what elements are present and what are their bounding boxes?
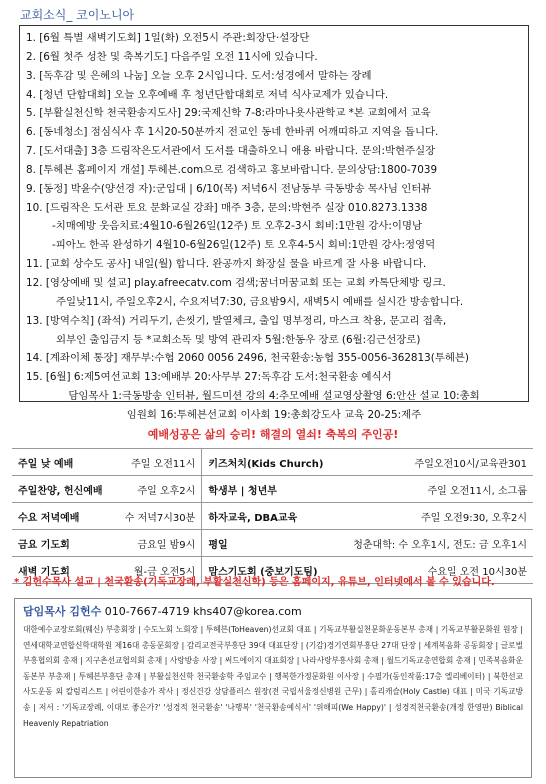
schedule-time: 주일 오전9:30, 오후2시	[337, 503, 533, 530]
notice-subitem: -피아노 한곡 완성하기 4월10-6월26일(12주) 토 오후4-5시 회비:1만원 강사:정영덕	[52, 239, 436, 252]
worship-slogan: 예배성공은 삶의 승리! 해결의 열쇠! 축복의 주인공!	[147, 428, 399, 441]
notice-item: 15. [6월] 6:제5여선교회 13:예배부 20:사무부 27:독후감 도서:천국환송 예식서	[26, 371, 392, 384]
notice-subitem: -치매예방 웃음치료:4월10-6월26일(12주) 토 오후2-3시 회비:1만원 강사:이명남	[52, 220, 423, 233]
notice-item: 13. [방역수칙] (좌석) 거리두기, 손씻기, 발열체크, 출입 명부정리, 마스크 착용, 문고리 접촉,	[26, 314, 447, 327]
notice-subitem: 주일낮11시, 주일오후2시, 수요저녁7:30, 금요밤9시, 새벽5시 예배를 실시간 방송합니다.	[56, 295, 464, 308]
notice-item: 3. [독후감 및 은혜의 나눔] 오늘 오후 2시입니다. 도서:성경에서 말하는 장례	[26, 69, 372, 82]
schedule-row	[12, 476, 533, 503]
pastor-contact: 010-7667-4719 khs407@korea.com	[104, 605, 302, 618]
section-header: 교회소식_ 코이노니아	[20, 8, 135, 22]
schedule-label: 키즈처치(Kids Church)	[202, 449, 337, 476]
notice-item: 8. [투헤븐 홈페이지 개설] 투헤븐.com으로 검색하고 홍보바랍니다. 문의상담:1800-7039	[26, 163, 438, 176]
schedule-time: 주일오전10시/교육관301	[337, 449, 533, 476]
notice-item: 5. [부활실천신학 천국환송지도사] 29:국제신학 7-8:라마나욧사관학교 *본 교회에서 교육	[26, 107, 431, 120]
schedule-label: 주일 낮 예배	[12, 449, 114, 476]
schedule-time: 월-금 오전5시	[114, 557, 202, 584]
pastor-title: 담임목사 김헌수	[23, 605, 102, 618]
schedule-label: 주일찬양, 헌신예배	[12, 476, 114, 503]
schedule-time: 수 저녁7시30분	[114, 503, 202, 530]
notice-item: 14. [계좌이체 통장] 재무부:수협 2060 0056 2496, 천국환송:농협 355-0056-362813(투헤븐)	[26, 352, 469, 365]
pastor-profile-box	[14, 598, 532, 778]
schedule-time: 주일 오후2시	[114, 476, 202, 503]
schedule-time: 금요일 밤9시	[114, 530, 202, 557]
notice-item: 9. [동정] 박윤수(양선경 자):군입대 | 6/10(목) 저녁6시 전남동부 극동방송 목사님 인터뷰	[26, 182, 432, 195]
schedule-row	[12, 449, 533, 476]
sermon-promo-note: * 김헌수목사 설교 | 천국환송(기독교장례, 부활실천신학) 등은 홈페이지, 유튜브, 인터넷에서 볼 수 있습니다.	[14, 577, 495, 588]
schedule-time: 주일 오전11시, 소그룹	[337, 476, 533, 503]
pastor-header	[23, 603, 523, 619]
notice-item: 6. [동네청소] 점심식사 후 1시20-50분까지 전교인 동네 한바퀴 어깨띠하고 지역을 돕니다.	[26, 126, 439, 139]
schedule-label: 학생부 | 청년부	[202, 476, 337, 503]
notice-pastor-schedule: 담임목사 1:극동방송 인터뷰, 월드미션 강의 4:추모예배 설교영상촬영 6:안산 설교 10:총회	[68, 390, 480, 403]
schedule-label: 하자교육, DBA교육	[202, 503, 337, 530]
schedule-label: 맘스기도회 (중보기도팀)	[202, 557, 337, 584]
schedule-label: 금요 기도회	[12, 530, 114, 557]
schedule-time: 주일 오전11시	[114, 449, 202, 476]
pastor-bio: 대한예수교장로회(웨신) 부총회장 | 수도노회 노회장 | 투헤븐(ToHeaven)선교회 대표 | 기독교부활실천문화운동본부 총재 | 기독교부활문화원 원장 | 연세대학교연합신학대학원 제16대 총동문회장 | 감리교전국부흥단 39대 대표단장 | (기감)경기연회부흥단 27대 단장 | 세계복음화 공동회장 | 글로벌부흥협의회 총재 | 지구촌선교협의회 총재 | 사랑방송 사장 | 써드에이지 대표회장 | 나라사랑부흥사회 총재 | 월드기독교총연합회 총재 | 민족복음화운동본부 부총재 | 투헤븐부흥단 총재 | 부활실천신학 천국환송학 주임교수 | 행복한가정문화원 이사장 | 수필가(동인작품:17층 엘리베이터) | 북한선교 사도운동 외 칼럼리스트 | 어린이한송가 작사 | 정신건강 상담플러스 원장(전 국립서울정신병원 근무) | 홀리캐슬(Holy Castle) 대표 | 미국 기독교방송 | 저서 : '기독교장례, 이대로 좋은가?' '성경적 천국환송' '나행복' '천국환송예식서' '위해피(We Happy)' | 성경적천국환송(개정 한영판) Biblical Heavenly Repatriation	[23, 625, 523, 728]
schedule-time: 수요일 오전 10시30분	[337, 557, 533, 584]
notice-subitem: 외부인 출입금지 등 *교회소독 및 방역 관리자 5월:한동우 장로 (6월:김근선장로)	[56, 333, 421, 346]
worship-schedule-table	[12, 448, 533, 584]
notice-item: 12. [영상예배 및 설교] play.afreecatv.com 검색;꿈너머꿈교회 또는 교회 카톡단체방 링크.	[26, 276, 446, 289]
notice-item: 10. [드림작은 도서관 토요 문화교실 강좌] 매주 3층, 문의:박현주 실장 010.8273.1338	[26, 201, 428, 214]
notice-pastor-schedule: 임원회 16:투헤븐선교회 이사회 19:총회강도사 교육 20-25:제주	[126, 408, 422, 421]
notice-item: 1. [6월 특별 새벽기도회] 1일(화) 오전5시 주관:회장단·설장단	[26, 32, 310, 44]
schedule-time: 청춘대학: 수 오후1시, 전도: 금 오후1시	[337, 530, 533, 557]
schedule-label: 새벽 기도회	[12, 557, 114, 584]
schedule-label: 수요 저녁예배	[12, 503, 114, 530]
schedule-label: 평일	[202, 530, 337, 557]
notice-box	[19, 25, 529, 421]
notice-item: 11. [교회 상수도 공사] 내일(월) 합니다. 완공까지 화장실 물을 바르게 잘 사용 바랍니다.	[26, 258, 427, 271]
notice-item: 2. [6월 첫주 성찬 및 축복기도] 다음주일 오전 11시에 있습니다.	[26, 50, 318, 63]
schedule-row	[12, 503, 533, 530]
notice-item: 4. [청년 단합대회] 오늘 오후예배 후 청년단합대회로 저녁 식사교제가 있습니다.	[26, 88, 389, 101]
notice-item: 7. [도서대출] 3층 드림작은도서관에서 도서를 대출하오니 애용 바랍니다. 문의:박현주실장	[26, 145, 436, 158]
schedule-row	[12, 530, 533, 557]
